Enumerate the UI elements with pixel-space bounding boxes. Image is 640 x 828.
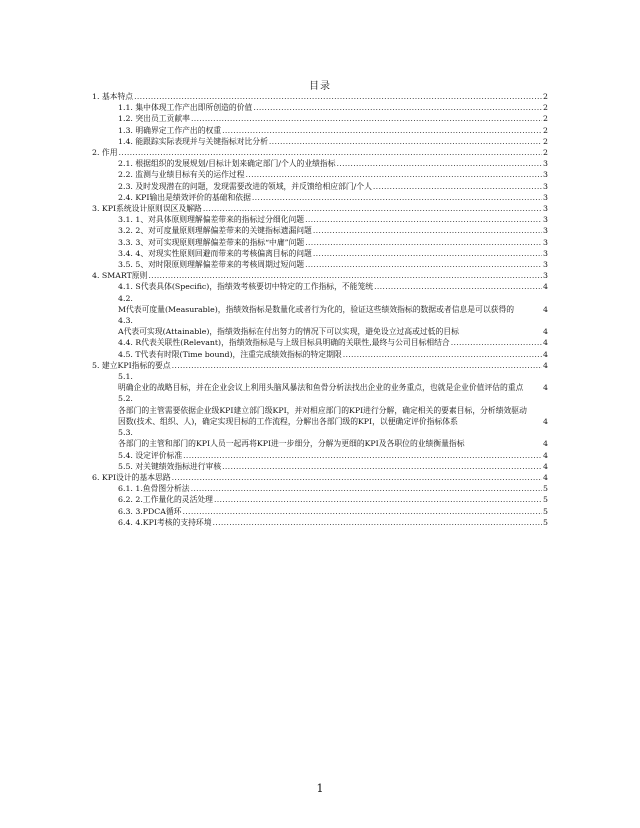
toc-page-number: 3 <box>543 192 548 202</box>
toc-page-number: 4 <box>543 461 548 471</box>
leader-dots <box>119 147 543 158</box>
toc-page-number: 3 <box>543 204 548 214</box>
toc-entry-text: 1.3. 明确界定工作产出的权重 <box>118 125 222 135</box>
leader-dots <box>305 259 542 270</box>
leader-dots <box>313 248 542 259</box>
toc-entry[interactable] <box>92 248 548 259</box>
leader-dots <box>203 203 542 214</box>
toc-entry-text: 1.4. 能跟踪实际表现并与关键指标对比分析 <box>118 136 268 146</box>
toc-entry-text: 2.2. 监测与业绩目标有关的运作过程 <box>118 170 245 180</box>
toc-entry-text: 4.5. T代表有时限(Time bound)，注重完成绩效指标的特定期限 <box>118 349 342 359</box>
leader-dots <box>191 483 542 494</box>
toc-entry-text: M代表可度量(Measurable)，指绩效指标是数量化或者行为化的，验证这些绩效指标的数据或者信息是可以获得的 <box>118 304 515 314</box>
toc-page-number: 4 <box>543 338 548 348</box>
toc-entry[interactable] <box>92 393 548 427</box>
toc-entry[interactable] <box>92 427 548 449</box>
leader-dots <box>269 136 542 147</box>
toc-entry-text: 2.1. 根据组织的发展规划/目标计划来确定部门/个人的业绩指标 <box>118 159 336 169</box>
leader-dots <box>252 192 542 203</box>
leader-dots <box>253 102 542 113</box>
toc-page-number: 3 <box>543 248 548 258</box>
leader-dots <box>374 281 542 292</box>
toc-page-number: 3 <box>543 260 548 270</box>
table-of-contents <box>92 91 548 528</box>
toc-entry-text: 2. 作用 <box>92 148 118 158</box>
toc-page-number: 2 <box>543 114 548 124</box>
toc-entry-text: 3. KPI系统设计原则误区及解路 <box>92 204 202 214</box>
toc-entry-text: 5.4. 设定评价标准 <box>118 450 183 460</box>
toc-page-number: 4 <box>543 282 548 292</box>
toc-page-number: 4 <box>543 450 548 460</box>
toc-entry-text: 1.1. 集中体现工作产出即所创造的价值 <box>118 103 253 113</box>
toc-page-number: 2 <box>543 125 548 135</box>
toc-entry-text: 6.2. 2.工作量化的灵活处理 <box>118 495 213 505</box>
toc-entry[interactable] <box>92 281 548 292</box>
leader-dots <box>313 225 542 236</box>
toc-page-number: 4 <box>543 304 548 314</box>
toc-entry-text: 1. 基本特点 <box>92 92 134 101</box>
toc-page-number: 5 <box>543 484 548 494</box>
toc-entry-text: 各部门的主管需要依据企业级KPI建立部门级KPI，并对相应部门的KPI进行分解，确定相关的要素目标，分析绩效驱动因数(技术、组织、人)，确定实现目标的工作流程，分解出各部门级的KPI，以便确定评价指标体系 <box>118 405 527 426</box>
toc-page-number: 4 <box>543 360 548 370</box>
toc-page-number: 5 <box>543 506 548 516</box>
leader-dots <box>213 517 543 528</box>
toc-entry-text: 3.3. 3、对可实现原则理解偏差带来的指标“中庸”问题 <box>118 237 305 247</box>
toc-entry-text: 4. SMART原则 <box>92 271 148 281</box>
toc-page-number: 3 <box>543 226 548 236</box>
leader-dots <box>183 450 542 461</box>
leader-dots <box>214 494 542 505</box>
toc-section[interactable] <box>92 472 548 483</box>
toc-entry[interactable] <box>92 337 548 348</box>
leader-dots <box>222 461 542 472</box>
toc-page-number: 3 <box>543 215 548 225</box>
toc-entry[interactable] <box>92 225 548 236</box>
toc-entry-text: 1.2. 突出员工贡献率 <box>118 114 190 124</box>
leader-dots <box>373 181 542 192</box>
toc-page-number: 4 <box>543 472 548 482</box>
toc-page-number: 3 <box>543 181 548 191</box>
toc-entry-text: 3.5. 5、对时限原则理解偏差带来的考核周期过短问题 <box>118 260 305 270</box>
toc-entry-text: 2.3. 及时发现潜在的问题，发现需要改进的领域，并反馈给相应部门/个人 <box>118 181 372 191</box>
leader-dots <box>182 506 542 517</box>
toc-entry-number: 5.3. <box>118 428 133 438</box>
toc-page-number: 4 <box>543 327 548 337</box>
toc-entry-number: 4.2. <box>118 293 133 303</box>
toc-section[interactable] <box>92 91 548 102</box>
toc-page-number: 3 <box>543 170 548 180</box>
toc-entry-text: 4.4. R代表关联性(Relevant)，指绩效指标是与上级目标具明确的关联性,最终与公司目标相结合 <box>118 338 450 348</box>
leader-dots <box>305 214 542 225</box>
toc-entry[interactable] <box>92 259 548 270</box>
leader-dots <box>222 125 542 136</box>
page-number: 1 <box>316 782 324 795</box>
toc-entry-text: 6.4. 4.KPI考核的支持环境 <box>118 517 212 527</box>
toc-section[interactable] <box>92 360 548 371</box>
toc-page-number: 5 <box>543 517 548 527</box>
toc-section[interactable] <box>92 147 548 158</box>
toc-entry-text: A代表可实现(Attainable)，指绩效指标在付出努力的情况下可以实现，避免设立过高或过低的目标 <box>118 327 459 337</box>
toc-page-number: 4 <box>543 383 548 393</box>
toc-entry[interactable] <box>92 192 548 203</box>
leader-dots <box>343 349 542 360</box>
toc-entry[interactable] <box>92 113 548 124</box>
toc-page-number: 4 <box>543 349 548 359</box>
toc-page-number: 4 <box>543 439 548 449</box>
leader-dots <box>246 169 543 180</box>
leader-dots <box>134 91 542 102</box>
toc-entry-text: 5.5. 对关键绩效指标进行审核 <box>118 461 222 471</box>
toc-entry-number: 5.2. <box>118 394 133 404</box>
toc-entry-text: 6.3. 3.PDCA循环 <box>118 506 182 516</box>
toc-entry[interactable] <box>92 158 548 169</box>
toc-entry-text: 3.1. 1、对具体原则理解偏差带来的指标过分细化问题 <box>118 215 305 225</box>
toc-entry[interactable] <box>92 102 548 113</box>
toc-title: 目录 <box>309 81 331 92</box>
toc-entry-text: 5. 建立KPI指标的要点 <box>92 360 171 370</box>
toc-entry[interactable] <box>92 506 548 517</box>
toc-section[interactable] <box>92 203 548 214</box>
leader-dots <box>148 270 542 281</box>
toc-entry-text: 4.1. S代表具体(Specific)，指绩效考核要切中特定的工作指标，不能笼统 <box>118 282 374 292</box>
toc-entry[interactable] <box>92 169 548 180</box>
toc-entry[interactable] <box>92 181 548 192</box>
toc-page-number: 3 <box>543 159 548 169</box>
leader-dots <box>191 113 542 124</box>
toc-entry[interactable] <box>92 315 548 337</box>
toc-entry-text: 明确企业的战略目标，并在企业会议上利用头脑风暴法和鱼骨分析法找出企业的业务重点，也就是企业价值评估的重点 <box>118 383 524 393</box>
toc-page-number: 2 <box>543 103 548 113</box>
toc-entry[interactable] <box>92 461 548 472</box>
leader-dots <box>172 472 542 483</box>
toc-entry[interactable] <box>92 450 548 461</box>
toc-entry[interactable] <box>92 125 548 136</box>
toc-entry-text: 各部门的主管和部门的KPI人员一起再将KPI进一步细分，分解为更细的KPI及各职位的业绩衡量指标 <box>118 439 465 449</box>
toc-page-number: 4 <box>543 416 548 426</box>
toc-entry-text: 3.2. 2、对可度量原则理解偏差带来的关键指标遗漏问题 <box>118 226 312 236</box>
toc-entry[interactable] <box>92 371 548 393</box>
toc-entry[interactable] <box>92 136 548 147</box>
leader-dots <box>305 237 542 248</box>
toc-entry[interactable] <box>92 494 548 505</box>
toc-entry[interactable] <box>92 237 548 248</box>
toc-entry-text: 6. KPI设计的基本思路 <box>92 472 171 482</box>
toc-page-number: 2 <box>543 136 548 146</box>
leader-dots <box>172 360 542 371</box>
toc-entry-text: 6.1. 1.鱼骨图分析法 <box>118 484 190 494</box>
toc-page-number: 3 <box>543 237 548 247</box>
toc-entry-text: 3.4. 4、对现实性原则回避而带来的考核偏离目标的问题 <box>118 248 312 258</box>
toc-entry[interactable] <box>92 293 548 315</box>
toc-entry[interactable] <box>92 214 548 225</box>
toc-entry[interactable] <box>92 483 548 494</box>
toc-entry[interactable] <box>92 517 548 528</box>
toc-page-number: 5 <box>543 495 548 505</box>
toc-page-number: 2 <box>543 148 548 158</box>
leader-dots <box>337 158 543 169</box>
toc-entry[interactable] <box>92 349 548 360</box>
toc-entry-number: 4.3. <box>118 316 133 326</box>
toc-page-number: 2 <box>543 92 548 101</box>
toc-page-number: 3 <box>543 271 548 281</box>
toc-entry-number: 5.1. <box>118 372 133 382</box>
leader-dots <box>451 337 542 348</box>
toc-section[interactable] <box>92 270 548 281</box>
toc-entry-text: 2.4. KPI输出是绩效评价的基础和依据 <box>118 192 251 202</box>
